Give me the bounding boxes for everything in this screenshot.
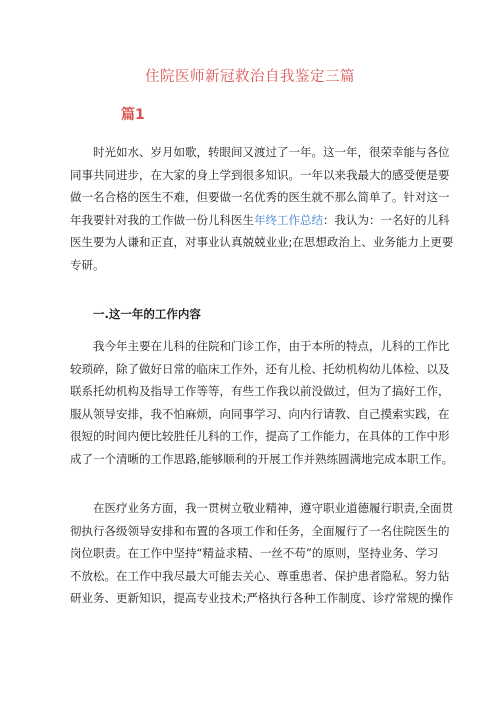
paragraph-line: 很短的时间内便比较胜任儿科的工作，提高了工作能力，在具体的工作中形 [70, 429, 450, 443]
paragraph-medical-business [70, 497, 454, 610]
paragraph-work-content [70, 335, 454, 470]
paragraph-line: 联系托幼机构及指导工作等等，有些工作我以前没做过，但为了搞好工作， [70, 384, 450, 398]
paragraph-text: 年我要针对我的工作做一份儿科医生 [70, 212, 254, 227]
paragraph-line: 成了一个清晰的工作思路,能够顺利的开展工作并熟练圆满地完成本职工作。 [70, 451, 454, 466]
paragraph-line: 我今年主要在儿科的住院和门诊工作，由于本所的特点，儿科的工作比 [93, 339, 450, 353]
document-title: 住院医师新冠救治自我鉴定三篇 [145, 69, 355, 85]
paragraph-line: 彻执行各级领导安排和布置的各项工作和任务，全面履行了一名住院医生的 [70, 523, 450, 538]
paragraph-line: 在医疗业务方面，我一贯树立敬业精神，遵守职业道德履行职责,全面贯 [93, 501, 454, 515]
paragraph-intro [70, 141, 454, 276]
paragraph-line: 研业务、更新知识，提高专业技术;严格执行各种工作制度、诊疗常规的操作 [70, 591, 454, 605]
paragraph-line: 时光如水、岁月如歌，转眼间又渡过了一年。这一年，很荣幸能与各位 [93, 145, 450, 159]
section-label: 篇1 [121, 107, 145, 123]
paragraph-line: 不放松。在工作中我尽最大可能去关心、尊重患者、保护患者隐私。努力钻 [70, 568, 450, 583]
paragraph-line: 做一名合格的医生不难，但要做一名优秀的医生就不那么简单了。针对这一 [70, 190, 450, 204]
section-heading: 一.这一年的工作内容 [93, 307, 201, 321]
paragraph-line: 同事共同进步，在大家的身上学到很多知识。一年以来我最大的感受便是要 [70, 167, 450, 182]
paragraph-line: 专研。 [70, 257, 105, 272]
paragraph-line: 医生要为人谦和正直，对事业认真兢兢业业;在思想政治上、业务能力上更要 [70, 235, 454, 249]
paragraph-text: ：我认为：一名好的儿科 [323, 212, 450, 227]
paragraph-line [47, 209, 450, 232]
year-end-summary-link[interactable]: 年终工作总结 [254, 212, 323, 227]
paragraph-line: 较琐碎，除了做好日常的临床工作外，还有儿检、托幼机构幼儿体检、以及 [70, 361, 450, 376]
paragraph-line: 服从领导安排，我不怕麻烦，向同事学习、向内行请教、自己摸索实践，在 [70, 406, 450, 421]
paragraph-line: 岗位职责。在工作中坚持“精益求精、一丝不苟”的原则，坚持业务、学习 [70, 546, 439, 560]
